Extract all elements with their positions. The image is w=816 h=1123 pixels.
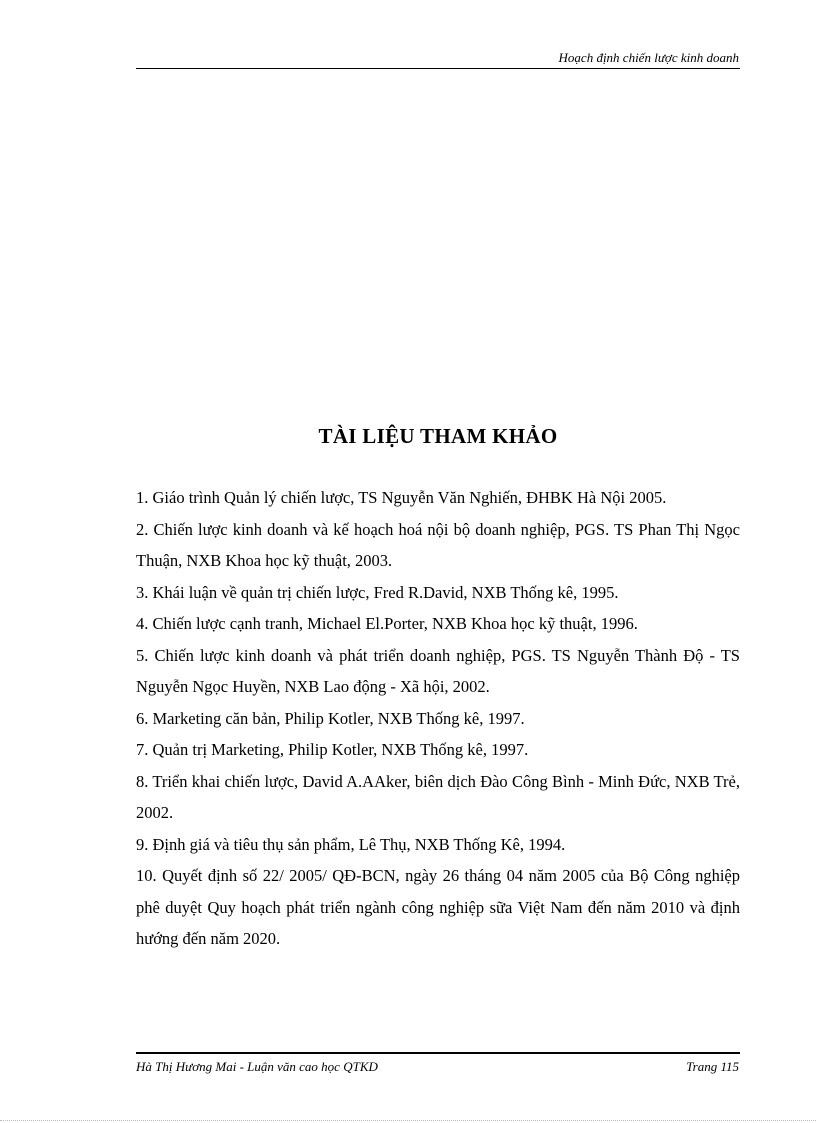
running-header: Hoạch định chiến lược kinh doanh — [558, 50, 739, 65]
page-number: Trang 115 — [686, 1059, 739, 1074]
reference-item: 6. Marketing căn bản, Philip Kotler, NXB Thống kê, 1997. — [136, 708, 525, 728]
reference-item: 10. Quyết định số 22/ 2005/ QĐ-BCN, ngày 26 tháng 04 năm 2005 của Bộ Công nghiệp phê duyệt Quy hoạch phát triển ngành công nghiệp sữa Việt Nam đến năm 2010 và định hướng đến năm 2020. — [136, 866, 740, 948]
reference-item: 4. Chiến lược cạnh tranh, Michael El.Porter, NXB Khoa học kỹ thuật, 1996. — [136, 614, 638, 633]
footer-author: Hà Thị Hương Mai - Luận văn cao học QTKD — [136, 1059, 378, 1074]
reference-item: 5. Chiến lược kinh doanh và phát triển doanh nghiệp, PGS. TS Nguyễn Thành Độ - TS Nguyễn Ngọc Huyền, NXB Lao động - Xã hội, 2002. — [136, 645, 740, 696]
reference-item: 7. Quản trị Marketing, Philip Kotler, NXB Thống kê, 1997. — [136, 740, 529, 759]
reference-item: 3. Khái luận về quản trị chiến lược, Fred R.David, NXB Thống kê, 1995. — [136, 582, 619, 602]
header-divider — [136, 68, 740, 69]
reference-list — [136, 482, 740, 955]
reference-item: 2. Chiến lược kinh doanh và kế hoạch hoá nội bộ doanh nghiệp, PGS. TS Phan Thị Ngọc Thuận, NXB Khoa học kỹ thuật, 2003. — [136, 519, 740, 570]
reference-item: 8. Triển khai chiến lược, David A.AAker, biên dịch Đào Công Bình - Minh Đức, NXB Trẻ, 2002. — [136, 771, 740, 822]
reference-item: 1. Giáo trình Quản lý chiến lược, TS Nguyễn Văn Nghiến, ĐHBK Hà Nội 2005. — [136, 488, 667, 507]
reference-item: 9. Định giá và tiêu thụ sản phẩm, Lê Thụ, NXB Thống Kê, 1994. — [136, 834, 566, 854]
page-edge — [0, 1120, 816, 1121]
footer-divider — [136, 1052, 740, 1054]
page-title: TÀI LIỆU THAM KHẢO — [318, 424, 558, 448]
